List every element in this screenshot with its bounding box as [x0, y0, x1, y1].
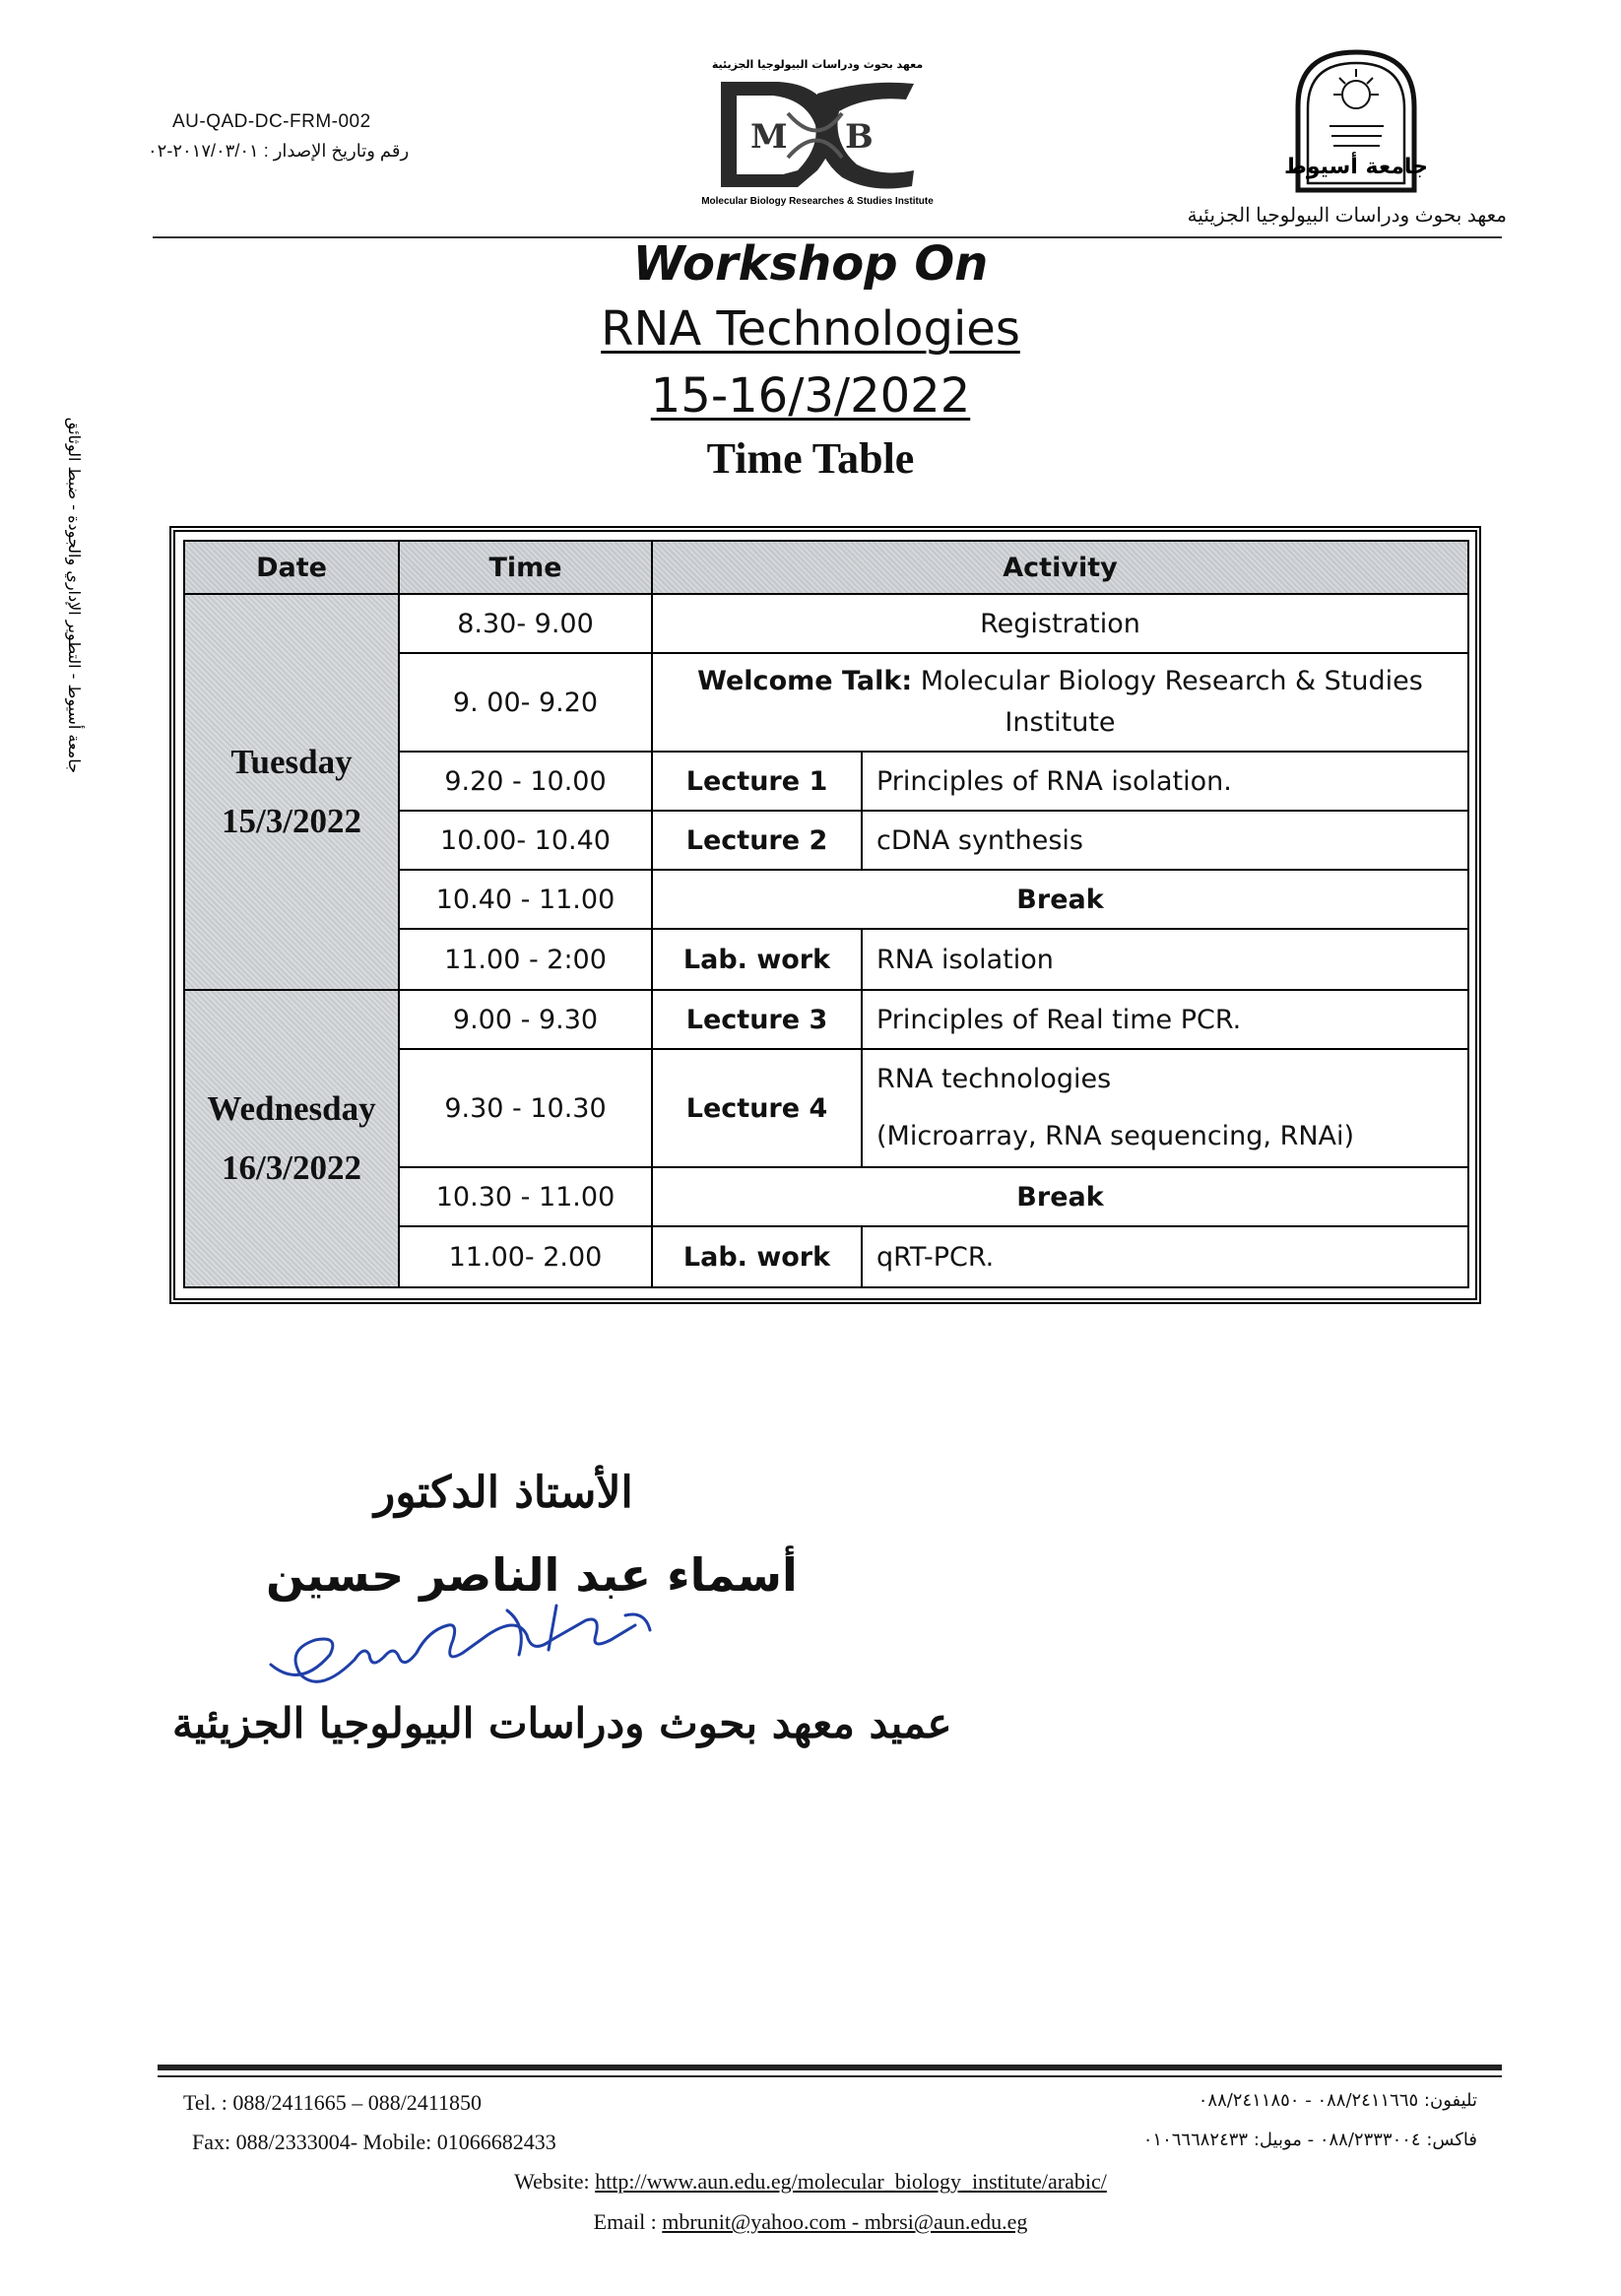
footer-divider-thin	[158, 2075, 1502, 2077]
footer-fax-arabic: فاكس: ٠٨٨/٢٣٣٣٠٠٤ - موبيل: ٠١٠٦٦٦٨٢٤٣٣	[1142, 2130, 1477, 2150]
time-cell: 10.40 - 11.00	[399, 870, 652, 929]
activity-cell	[862, 1049, 1468, 1167]
time-cell: 11.00 - 2:00	[399, 929, 652, 990]
schedule-table	[183, 540, 1469, 1288]
day2-date: 16/3/2022	[222, 1148, 361, 1187]
day2-day: Wednesday	[207, 1089, 376, 1128]
activity-cell: qRT-PCR.	[862, 1226, 1468, 1287]
footer-email	[0, 2209, 1621, 2235]
title-topic	[0, 301, 1621, 357]
header-activity: Activity	[652, 541, 1468, 594]
email-label: Email :	[593, 2209, 657, 2234]
day2-date-cell	[184, 990, 399, 1287]
session-label: Lab. work	[652, 929, 862, 990]
side-margin-label: جامعة أسيوط - التطوير الإداري والجودة - ضبط الوثائق	[65, 417, 84, 773]
footer-fax-mobile: Fax: 088/2333004- Mobile: 01066682433	[192, 2130, 556, 2154]
day1-date-cell	[184, 594, 399, 990]
university-seal-icon	[1284, 47, 1428, 195]
logo-arabic-text: معهد بحوث ودراسات البيولوجيا الجزيئية	[711, 58, 924, 71]
table-row	[184, 594, 1468, 653]
time-cell: 10.00- 10.40	[399, 811, 652, 870]
time-cell: 9.00 - 9.30	[399, 990, 652, 1049]
institute-name-arabic: معهد بحوث ودراسات البيولوجيا الجزيئية	[1187, 205, 1507, 227]
session-label: Lecture 4	[652, 1049, 862, 1167]
welcome-talk-text: Molecular Biology Research & Studies Institute	[920, 666, 1423, 738]
schedule-frame	[169, 526, 1481, 1304]
activity-cell: Principles of Real time PCR.	[862, 990, 1468, 1049]
header-time: Time	[399, 541, 652, 594]
time-cell: 10.30 - 11.00	[399, 1167, 652, 1226]
activity-cell: Principles of RNA isolation.	[862, 752, 1468, 811]
logo-english-text: Molecular Biology Researches & Studies Institute	[701, 196, 934, 207]
footer-website	[0, 2169, 1621, 2195]
footer-telephone: Tel. : 088/2411665 – 088/2411850	[183, 2090, 482, 2115]
form-code: AU-QAD-DC-FRM-002	[172, 111, 371, 132]
time-cell: 9.20 - 10.00	[399, 752, 652, 811]
title-dates	[0, 368, 1621, 424]
signatory-name: أسماء عبد الناصر حسين	[266, 1548, 798, 1602]
title-dates-text: 15-16/3/2022	[650, 368, 971, 424]
website-label: Website:	[514, 2169, 590, 2194]
time-cell: 11.00- 2.00	[399, 1226, 652, 1287]
title-workshop: Workshop On	[632, 236, 989, 292]
signatory-title: الأستاذ الدكتور	[374, 1468, 633, 1518]
institute-logo	[670, 54, 965, 212]
issue-date: رقم وتاريخ الإصدار : ٢٠١٧/٠٣/٠١-٠٢	[148, 141, 410, 161]
title-time-table: Time Table	[706, 434, 915, 483]
logo-letter-m: M	[750, 117, 788, 157]
day1-date: 15/3/2022	[222, 802, 361, 840]
footer-divider-thick	[158, 2065, 1502, 2070]
activity-cell: RNA isolation	[862, 929, 1468, 990]
website-link[interactable]: http://www.aun.edu.eg/molecular_biology_institute/arabic/	[595, 2169, 1107, 2194]
break-cell: Break	[652, 1167, 1468, 1226]
signatory-position: عميد معهد بحوث ودراسات البيولوجيا الجزيئية	[172, 1699, 952, 1747]
activity-line1: RNA technologies	[876, 1064, 1112, 1094]
activity-cell: Registration	[652, 594, 1468, 653]
side-margin-text	[41, 417, 100, 1207]
title-topic-text: RNA Technologies	[601, 301, 1020, 357]
table-row	[184, 990, 1468, 1049]
welcome-talk-label: Welcome Talk:	[697, 666, 913, 696]
break-cell: Break	[652, 870, 1468, 929]
handwritten-signature	[261, 1596, 675, 1704]
email-link[interactable]: mbrunit@yahoo.com - mbrsi@aun.edu.eg	[662, 2209, 1028, 2234]
header-date: Date	[184, 541, 399, 594]
activity-cell	[652, 653, 1468, 752]
day1-day: Tuesday	[230, 743, 353, 781]
session-label: Lecture 3	[652, 990, 862, 1049]
time-cell: 9.30 - 10.30	[399, 1049, 652, 1167]
session-label: Lecture 2	[652, 811, 862, 870]
seal-text: جامعة أسيوط	[1284, 155, 1428, 179]
activity-cell: cDNA synthesis	[862, 811, 1468, 870]
time-cell: 9. 00- 9.20	[399, 653, 652, 752]
logo-letter-b: B	[845, 117, 874, 157]
session-label: Lab. work	[652, 1226, 862, 1287]
time-cell: 8.30- 9.00	[399, 594, 652, 653]
session-label: Lecture 1	[652, 752, 862, 811]
footer-telephone-arabic: تليفون: ٠٨٨/٢٤١١٦٦٥ - ٠٨٨/٢٤١١٨٥٠	[1198, 2090, 1477, 2111]
table-header-row	[184, 541, 1468, 594]
activity-line2: (Microarray, RNA sequencing, RNAi)	[876, 1121, 1355, 1151]
